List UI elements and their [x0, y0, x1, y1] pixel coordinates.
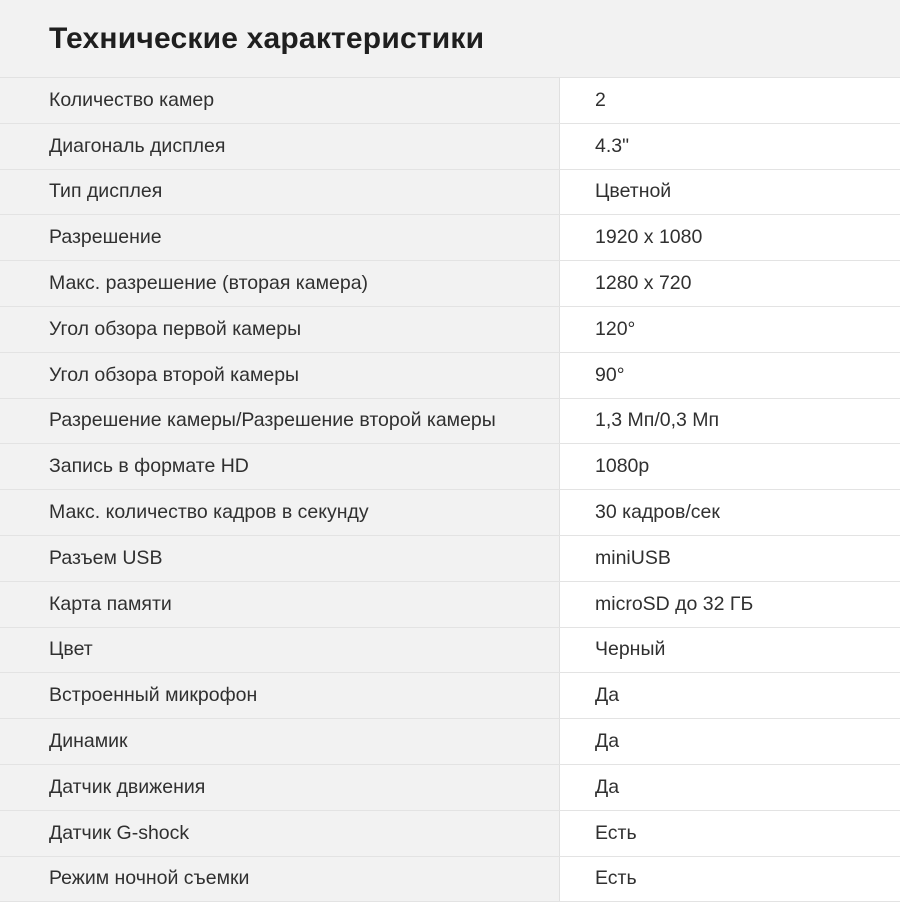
spec-label: Карта памяти: [0, 582, 560, 627]
spec-label: Разрешение камеры/Разрешение второй камеры: [0, 399, 560, 444]
table-row: [0, 78, 900, 124]
spec-value: microSD до 32 ГБ: [560, 582, 900, 627]
spec-label: Датчик движения: [0, 765, 560, 810]
spec-label: Тип дисплея: [0, 170, 560, 215]
spec-value: 4.3": [560, 124, 900, 169]
spec-label: Динамик: [0, 719, 560, 764]
table-row: [0, 765, 900, 811]
spec-label: Угол обзора второй камеры: [0, 353, 560, 398]
table-row: [0, 811, 900, 857]
spec-label: Датчик G-shock: [0, 811, 560, 856]
table-row: [0, 719, 900, 765]
spec-value: 30 кадров/сек: [560, 490, 900, 535]
table-row: [0, 857, 900, 902]
table-row: [0, 444, 900, 490]
spec-label: Запись в формате HD: [0, 444, 560, 489]
spec-value: Есть: [560, 811, 900, 856]
spec-value: 1920 x 1080: [560, 215, 900, 260]
spec-label: Цвет: [0, 628, 560, 673]
spec-label: Разъем USB: [0, 536, 560, 581]
spec-value: 120°: [560, 307, 900, 352]
spec-label: Режим ночной съемки: [0, 857, 560, 902]
table-row: [0, 536, 900, 582]
spec-label: Макс. разрешение (вторая камера): [0, 261, 560, 306]
spec-value: 1,3 Мп/0,3 Мп: [560, 399, 900, 444]
spec-value: Черный: [560, 628, 900, 673]
page-title: Технические характеристики: [49, 21, 485, 55]
spec-label: Макс. количество кадров в секунду: [0, 490, 560, 535]
spec-label: Разрешение: [0, 215, 560, 260]
spec-value: Цветной: [560, 170, 900, 215]
table-row: [0, 170, 900, 216]
table-row: [0, 353, 900, 399]
spec-value: 1280 x 720: [560, 261, 900, 306]
spec-value: 1080p: [560, 444, 900, 489]
spec-value: Есть: [560, 857, 900, 902]
spec-value: 90°: [560, 353, 900, 398]
spec-label: Угол обзора первой камеры: [0, 307, 560, 352]
table-row: [0, 124, 900, 170]
spec-label: Диагональ дисплея: [0, 124, 560, 169]
table-row: [0, 582, 900, 628]
spec-label: Количество камер: [0, 78, 560, 123]
table-row: [0, 673, 900, 719]
table-row: [0, 307, 900, 353]
table-row: [0, 628, 900, 674]
table-row: [0, 261, 900, 307]
table-row: [0, 399, 900, 445]
header: [0, 0, 900, 78]
spec-value: Да: [560, 719, 900, 764]
spec-value: miniUSB: [560, 536, 900, 581]
spec-label: Встроенный микрофон: [0, 673, 560, 718]
table-row: [0, 215, 900, 261]
spec-value: 2: [560, 78, 900, 123]
spec-value: Да: [560, 765, 900, 810]
spec-value: Да: [560, 673, 900, 718]
table-row: [0, 490, 900, 536]
spec-table: [0, 78, 900, 902]
